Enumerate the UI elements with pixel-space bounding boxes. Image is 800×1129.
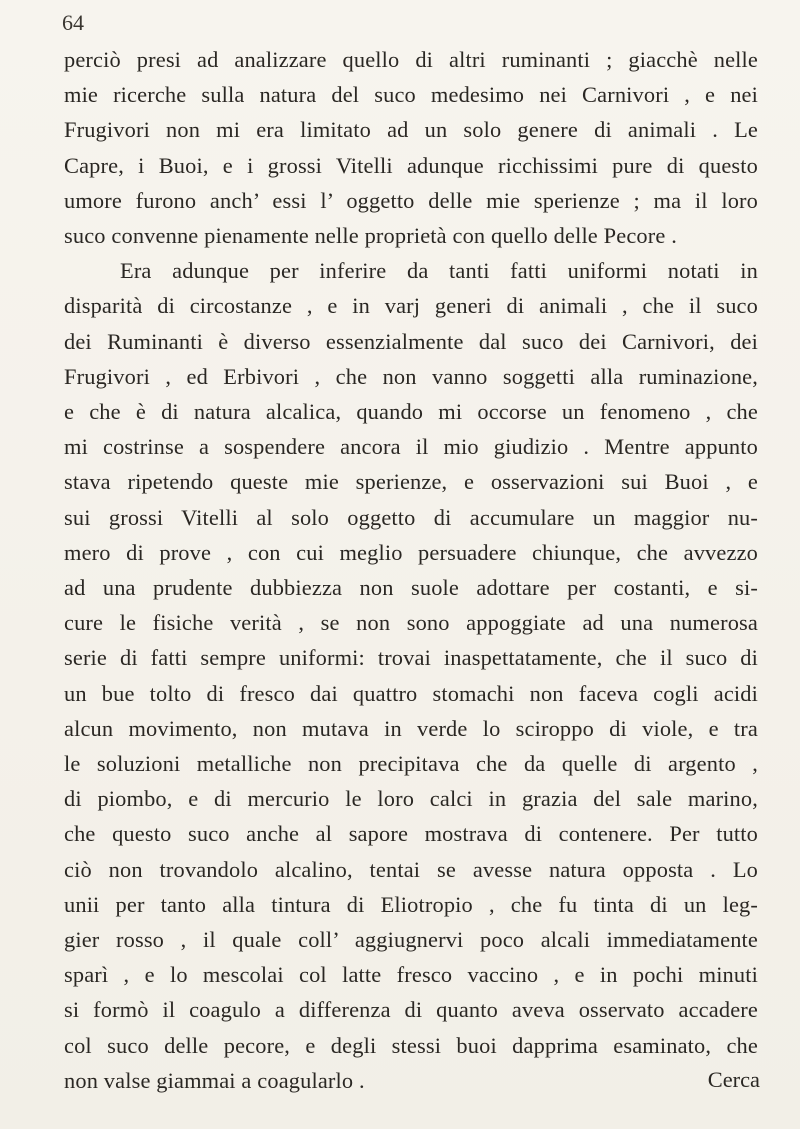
- text-line: ad una prudente dubbiezza non suole adottare per costanti, e si-: [64, 575, 758, 601]
- text-line: disparità di circostanze , e in varj generi di animali , che il suco: [64, 293, 758, 319]
- text-line: che questo suco anche al sapore mostrava di contenere. Per tutto: [64, 821, 758, 847]
- text-line: mero di prove , con cui meglio persuadere chiunque, che avvezzo: [64, 539, 758, 565]
- catchword: Cerca: [707, 1067, 760, 1092]
- text-line: ciò non trovandolo alcalino, tentai se avesse natura opposta . Lo: [64, 856, 758, 882]
- paragraph-2: [64, 253, 758, 1098]
- text-line: Frugivori non mi era limitato ad un solo genere di animali . Le: [64, 117, 758, 143]
- text-line: mi costrinse a sospendere ancora il mio giudizio . Mentre appunto: [64, 434, 758, 460]
- text-line: col suco delle pecore, e degli stessi buoi dapprima esaminato, che: [64, 1032, 758, 1058]
- text-line: di piombo, e di mercurio le loro calci in grazia del sale marino,: [64, 786, 758, 812]
- text-line: umore furono anch’ essi l’ oggetto delle mie sperienze ; ma il loro: [64, 187, 758, 213]
- text-line: le soluzioni metalliche non precipitava che da quelle di argento ,: [64, 751, 758, 777]
- text-line: e che è di natura alcalica, quando mi occorse un fenomeno , che: [64, 399, 758, 425]
- text-line: cure le fisiche verità , se non sono appoggiate ad una numerosa: [64, 610, 758, 636]
- page-number: 64: [62, 10, 84, 35]
- text-line: Era adunque per inferire da tanti fatti uniformi notati in: [120, 258, 758, 284]
- paragraph-1: [64, 42, 758, 253]
- text-line: si formò il coagulo a differenza di quanto aveva osservato accadere: [64, 997, 758, 1023]
- text-line: gier rosso , il quale coll’ aggiugnervi poco alcali immediatamente: [64, 927, 758, 953]
- text-line: Frugivori , ed Erbivori , che non vanno soggetti alla ruminazione,: [64, 363, 758, 389]
- text-line: unii per tanto alla tintura di Eliotropio , che fu tinta di un leg-: [64, 891, 758, 917]
- text-line: suco convenne pienamente nelle proprietà con quello delle Pecore .: [64, 223, 677, 249]
- body-text: [64, 42, 758, 1098]
- text-line: stava ripetendo queste mie sperienze, e osservazioni sui Buoi , e: [64, 469, 758, 495]
- text-line: non valse giammai a coagularlo .: [64, 1067, 365, 1093]
- text-line: perciò presi ad analizzare quello di altri ruminanti ; giacchè nelle: [64, 47, 758, 72]
- text-line: mie ricerche sulla natura del suco medesimo nei Carnivori , e nei: [64, 82, 758, 108]
- text-line: sui grossi Vitelli al solo oggetto di accumulare un maggior nu-: [64, 504, 758, 530]
- text-line: alcun movimento, non mutava in verde lo sciroppo di viole, e tra: [64, 715, 758, 741]
- text-line: un bue tolto di fresco dai quattro stomachi non faceva cogli acidi: [64, 680, 758, 706]
- text-line: sparì , e lo mescolai col latte fresco vaccino , e in pochi minuti: [64, 962, 758, 988]
- text-line: Capre, i Buoi, e i grossi Vitelli adunque ricchissimi pure di questo: [64, 152, 758, 178]
- text-line: dei Ruminanti è diverso essenzialmente dal suco dei Carnivori, dei: [64, 328, 758, 354]
- text-line: serie di fatti sempre uniformi: trovai inaspettatamente, che il suco di: [64, 645, 758, 671]
